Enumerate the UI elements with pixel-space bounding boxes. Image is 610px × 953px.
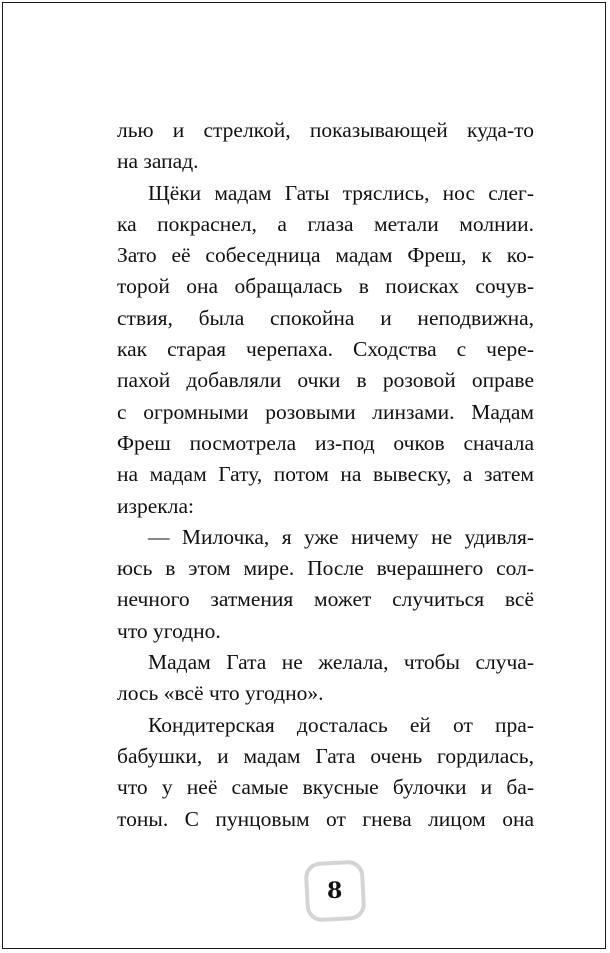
text-line: что у неё самые вкусные булочки и ба- — [117, 775, 534, 800]
text-line: нечного затмения может случиться всё — [117, 587, 534, 612]
body-text — [117, 115, 534, 835]
text-line: Фреш посмотрела из-под очков сначала — [117, 430, 534, 455]
text-line: бабушки, и мадам Гата очень гордилась, — [117, 743, 534, 768]
text-line: как старая черепаха. Сходства с чере- — [117, 337, 534, 362]
text-line: лось «всё что угодно». — [117, 681, 324, 706]
text-line: с огромными розовыми линзами. Мадам — [117, 399, 534, 424]
text-line: ствия, была спокойна и неподвижна, — [117, 305, 534, 330]
text-line: на запад. — [117, 149, 199, 174]
text-line: что угодно. — [117, 618, 221, 643]
text-line: на мадам Гату, потом на вывеску, а затем — [117, 462, 534, 487]
text-line: Кондитерская досталась ей от пра- — [148, 712, 534, 737]
text-line: лью и стрелкой, показывающей куда-то — [117, 118, 534, 142]
text-line: — Милочка, я уже ничему не удивля- — [148, 524, 534, 549]
text-line: пахой добавляли очки в розовой оправе — [117, 368, 534, 393]
text-line: тоны. С пунцовым от гнева лицом она — [117, 806, 534, 831]
text-line: ка покраснел, а глаза метали молнии. — [117, 211, 534, 236]
text-line: Щёки мадам Гаты тряслись, нос слег- — [148, 180, 534, 205]
book-page — [2, 2, 606, 949]
page-number-badge — [303, 859, 366, 922]
text-line: торой она обращалась в поисках сочув- — [117, 274, 534, 299]
text-line: юсь в этом мире. После вчерашнего сол- — [117, 556, 534, 581]
page-number: 8 — [327, 878, 343, 904]
text-line: изрекла: — [117, 493, 194, 518]
text-line: Зато её собеседница мадам Фреш, к ко- — [117, 243, 534, 268]
text-line: Мадам Гата не желала, чтобы случа- — [148, 650, 534, 675]
